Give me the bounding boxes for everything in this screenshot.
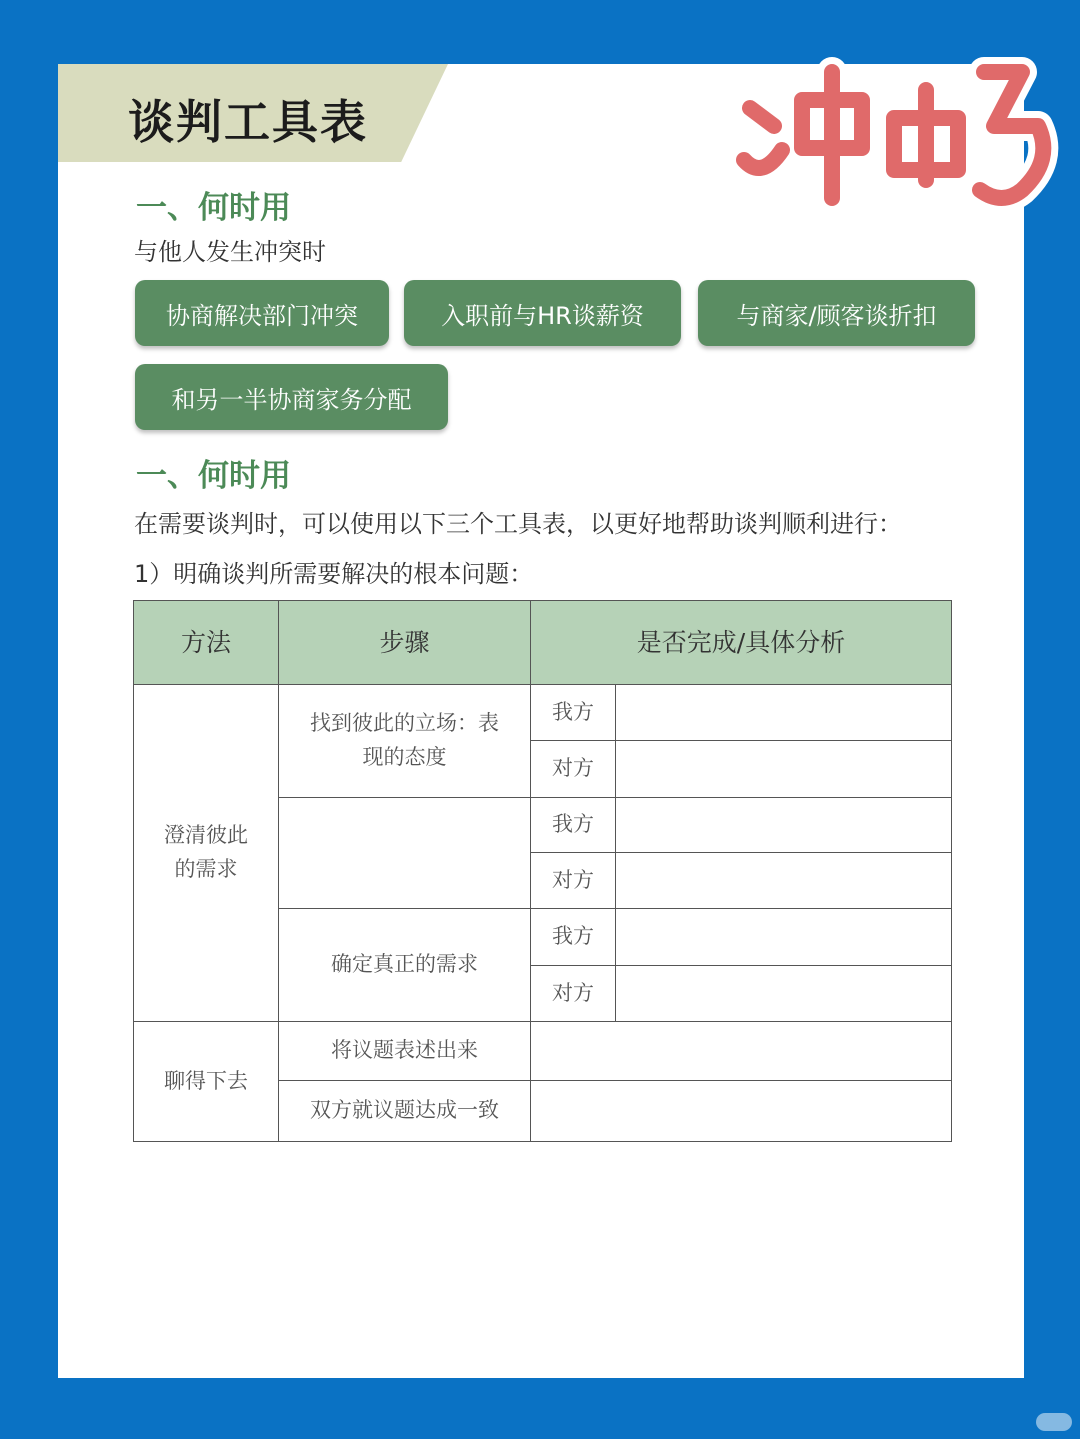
- step-true-needs: 确定真正的需求: [278, 908, 531, 1022]
- party-ours: 我方: [530, 908, 616, 966]
- chongya-logo: [722, 30, 1062, 230]
- analysis-cell: [615, 965, 952, 1022]
- party-theirs: 对方: [530, 852, 616, 909]
- section1-heading: 一、何时用: [136, 190, 291, 226]
- step-find-positions: 找到彼此的立场：表现的态度: [278, 684, 531, 798]
- page-title: 谈判工具表: [128, 95, 368, 149]
- document-sheet: [58, 64, 1024, 1378]
- tag-housework-division: 和另一半协商家务分配: [135, 364, 448, 430]
- header-analysis: 是否完成/具体分析: [530, 600, 952, 685]
- analysis-cell: [615, 797, 952, 853]
- analysis-cell: [530, 1021, 952, 1081]
- analysis-cell: [615, 740, 952, 798]
- analysis-cell: [530, 1080, 952, 1142]
- section2-subtext: 1）明确谈判所需要解决的根本问题：: [134, 560, 534, 588]
- step-empty: [278, 797, 531, 909]
- section2-heading: 一、何时用: [136, 458, 291, 494]
- party-theirs: 对方: [530, 740, 616, 798]
- analysis-cell: [615, 908, 952, 966]
- method-clarify-needs: 澄清彼此的需求: [133, 684, 279, 1022]
- party-ours: 我方: [530, 684, 616, 741]
- section2-text: 在需要谈判时，可以使用以下三个工具表，以更好地帮助谈判顺利进行：: [134, 510, 902, 538]
- analysis-cell: [615, 852, 952, 909]
- tag-merchant-discount: 与商家/顾客谈折扣: [698, 280, 975, 346]
- analysis-cell: [615, 684, 952, 741]
- tag-department-conflict: 协商解决部门冲突: [135, 280, 389, 346]
- party-ours: 我方: [530, 797, 616, 853]
- step-agree-issue: 双方就议题达成一致: [278, 1080, 531, 1142]
- section1-text: 与他人发生冲突时: [134, 238, 326, 266]
- header-steps: 步骤: [278, 600, 531, 685]
- party-theirs: 对方: [530, 965, 616, 1022]
- watermark-badge: [1036, 1413, 1072, 1431]
- step-state-issue: 将议题表述出来: [278, 1021, 531, 1081]
- header-method: 方法: [133, 600, 279, 685]
- negotiation-table: [133, 600, 952, 1142]
- tag-salary-negotiation: 入职前与HR谈薪资: [404, 280, 681, 346]
- method-keep-talking: 聊得下去: [133, 1021, 279, 1142]
